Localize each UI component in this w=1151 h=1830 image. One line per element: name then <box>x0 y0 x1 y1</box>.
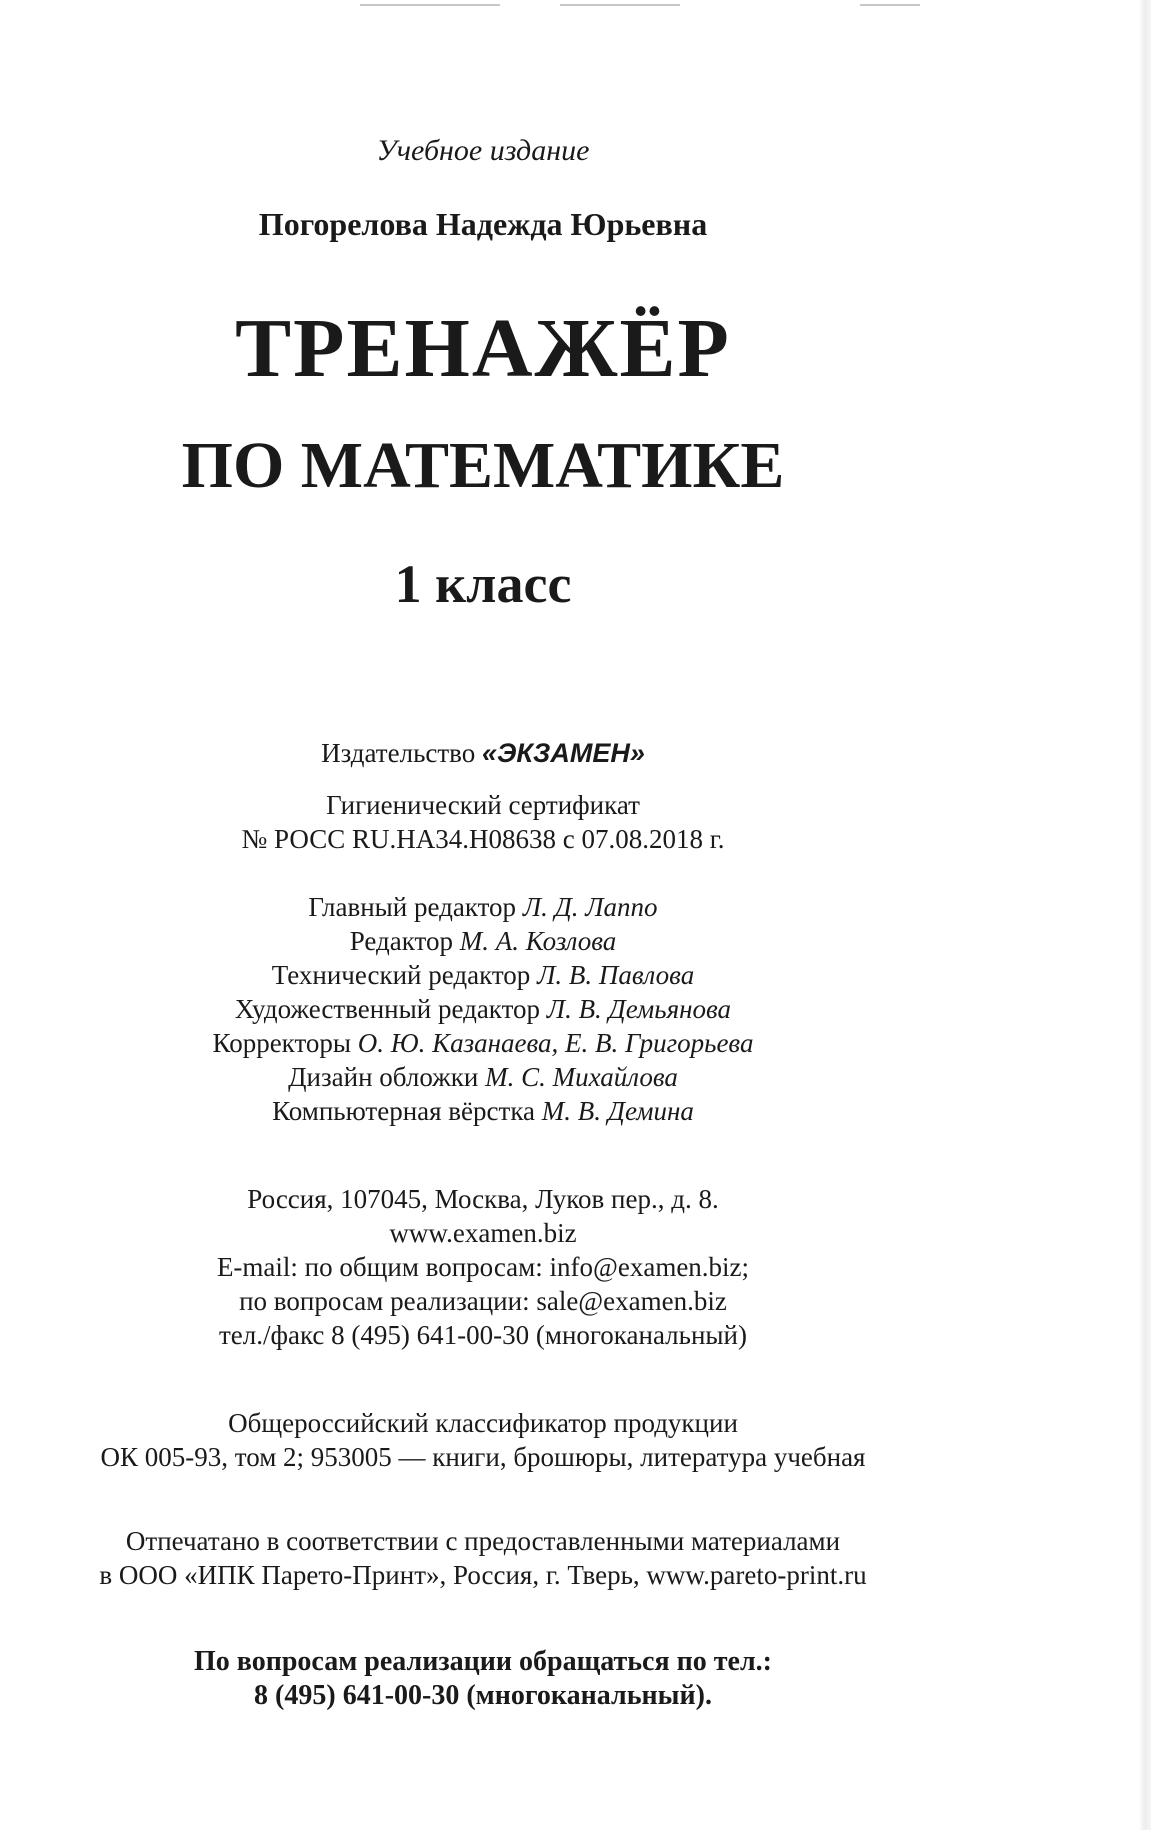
credit-role: Корректоры <box>212 1028 352 1058</box>
credit-art-editor <box>0 994 966 1025</box>
credit-technical-editor <box>0 960 966 991</box>
sales-line2: 8 (495) 641-00-30 (многоканальный). <box>254 1680 712 1711</box>
sales-line1: По вопросам реализации обращаться по тел.: <box>194 1646 772 1677</box>
credit-editor <box>0 926 966 957</box>
credit-name: М. В. Демина <box>541 1096 694 1126</box>
contact-website: www.examen.biz <box>389 1218 577 1248</box>
book-title-line1: ТРЕНАЖЁР <box>235 302 731 395</box>
credit-role: Художественный редактор <box>234 994 541 1024</box>
book-title-line2: ПО МАТЕМАТИКЕ <box>181 429 785 502</box>
contact-email-general: E-mail: по общим вопросам: info@examen.biz; <box>216 1252 750 1282</box>
credit-proofreaders <box>0 1028 966 1059</box>
credit-role: Компьютерная вёрстка <box>272 1096 536 1126</box>
contact-email-sales: по вопросам реализации: sale@examen.biz <box>239 1286 727 1316</box>
page-edge <box>1139 0 1151 1830</box>
certificate-line: Гигиенический сертификат <box>326 790 640 820</box>
author-name: Погорелова Надежда Юрьевна <box>258 206 708 242</box>
credit-chief-editor <box>0 892 966 923</box>
credit-role: Редактор <box>349 926 453 956</box>
contact-address: Россия, 107045, Москва, Луков пер., д. 8. <box>247 1184 719 1214</box>
publisher-line <box>0 738 966 769</box>
credit-name: Л. Д. Лаппо <box>522 892 658 922</box>
classifier-line2: ОК 005-93, том 2; 953005 — книги, брошюры, литература учебная <box>100 1442 866 1472</box>
publisher-label: Издательство <box>321 738 476 768</box>
printing-line1: Отпечатано в соответствии с предоставленными материалами <box>125 1526 841 1556</box>
classifier-line1: Общероссийский классификатор продукции <box>228 1408 738 1438</box>
certificate-number: № РОСС RU.HA34.H08638 с 07.08.2018 г. <box>241 824 725 854</box>
contact-phone: тел./факс 8 (495) 641-00-30 (многоканальный) <box>219 1320 747 1350</box>
publisher-name: «ЭКЗАМЕН» <box>481 738 645 768</box>
credit-name: О. Ю. Казанаева, Е. В. Григорьева <box>357 1028 754 1058</box>
credit-role: Дизайн обложки <box>288 1062 479 1092</box>
scan-mark <box>560 4 680 6</box>
credit-name: Л. В. Демьянова <box>546 994 732 1024</box>
credit-cover-design <box>0 1062 966 1093</box>
credit-name: М. С. Михайлова <box>485 1062 678 1092</box>
credit-name: М. А. Козлова <box>459 926 617 956</box>
credit-name: Л. В. Павлова <box>537 960 695 990</box>
credit-role: Главный редактор <box>308 892 517 922</box>
scan-mark <box>860 4 920 6</box>
credit-layout <box>0 1096 966 1127</box>
printing-line2: в ООО «ИПК Парето-Принт», Россия, г. Тверь, www.pareto-print.ru <box>99 1560 867 1590</box>
book-grade: 1 класс <box>394 554 572 614</box>
credit-role: Технический редактор <box>271 960 531 990</box>
edition-type: Учебное издание <box>376 134 590 167</box>
scan-mark <box>360 4 500 6</box>
